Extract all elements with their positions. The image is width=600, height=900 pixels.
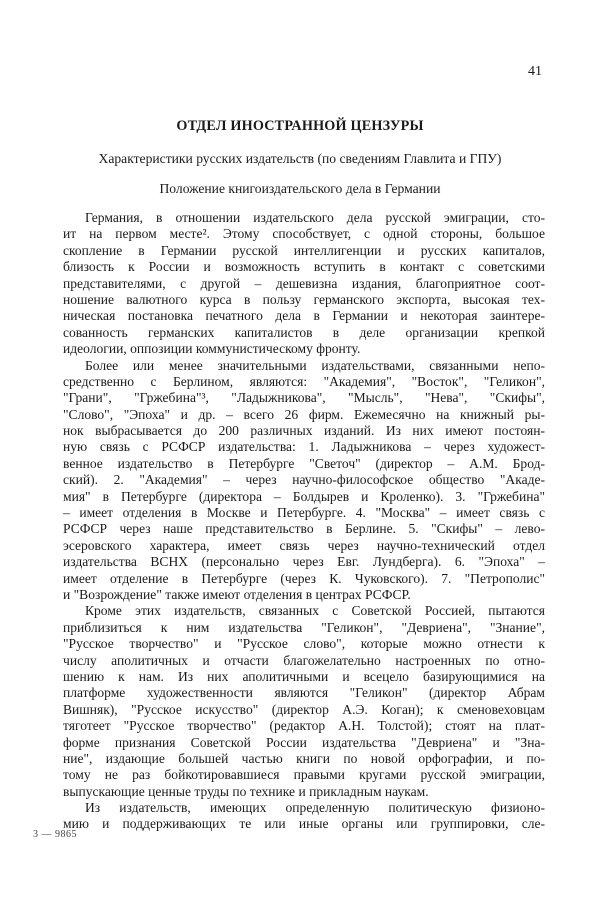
- text-line: сованность германских капиталистов в деле организации крепкой: [63, 324, 545, 340]
- text-line: "Грани", "Гржебина"³, "Ладыжникова", "Мысль", "Нева", "Скифы",: [63, 390, 545, 406]
- text-line: числу аполитичных и отчасти благожелательно настроенных по отно-: [63, 652, 545, 668]
- text-line: скопление в Германии русской интеллигенции и русских капиталов,: [63, 242, 545, 258]
- text-line: близость к России и возможность вступить в контакт с советскими: [63, 259, 545, 275]
- text-line: мия" в Петербурге (директора – Болдырев и Кроленко). 3. "Гржебина": [63, 488, 545, 504]
- text-line: ит на первом месте². Этому способствует, с одной стороны, большое: [63, 226, 545, 242]
- text-line: Более или менее значительными издательствами, связанными непо-: [85, 357, 545, 373]
- text-line: платформе художественности являются "Геликон" (директор Абрам: [63, 685, 545, 701]
- text-line: и "Возрождение" также имеют отделения в центрах РСФСР.: [63, 586, 411, 602]
- text-line: идеологии, оппозиции коммунистическому фронту.: [63, 341, 361, 357]
- text-line: ную связь с РСФСР издательства: 1. Ладыжникова – через художест-: [63, 439, 545, 455]
- text-line: Кроме этих издательств, связанных с Советской Россией, пытаются: [85, 603, 545, 619]
- text-line: Из издательств, имеющих определенную политическую физионо-: [85, 800, 545, 816]
- text-line: – имеет отделения в Москве и Петербурге. 4. "Москва" – имеет связь с: [63, 505, 545, 521]
- text-line: "Русское творчество" и "Русское слово", которые можно отнести к: [63, 636, 545, 652]
- text-line: "Слово", "Эпоха" и др. – всего 26 фирм. Ежемесячно на книжный ры-: [63, 406, 545, 422]
- text-line: РСФСР через наше представительство в Берлине. 5. "Скифы" – лево-: [63, 521, 545, 537]
- page-number: 41: [528, 64, 542, 79]
- text-line: имеет отделение в Петербурге (через К. Чуковского). 7. "Петрополис": [63, 570, 545, 586]
- text-line: средственно с Берлином, являются: "Академия", "Восток", "Геликон",: [63, 373, 545, 389]
- text-line: ношение валютного курса в пользу германского экспорта, высокая тех-: [63, 291, 545, 307]
- text-line: Германия, в отношении издательского дела русской эмиграции, сто-: [85, 210, 545, 225]
- text-line: шению к нам. Из них аполитичными и всецело базирующимися на: [63, 668, 545, 684]
- text-line: ническая постановка печатного дела в Германии и некоторая заинтере-: [63, 308, 545, 324]
- print-signature: 3 — 9865: [33, 829, 77, 840]
- text-line: издательства ВСНХ (персонально через Евг. Лундберга). 6. "Эпоха" –: [63, 554, 545, 570]
- document-subtitle: Характеристики русских издательств (по сведениям Главлита и ГПУ): [98, 151, 502, 166]
- text-line: Вишняк), "Русское искусство" (директор А.Э. Коган); к сменовеховцам: [63, 701, 545, 717]
- section-title: Положение книгоиздательского дела в Германии: [159, 181, 441, 196]
- text-line: эсеровского характера, имеет связь через научно-технический отдел: [63, 537, 545, 553]
- text-line: венное издательство в Петербурге "Светоч" (директор – А.М. Брод-: [63, 455, 545, 471]
- text-line: форме признания Советской России издательства "Девриена" и "Зна-: [63, 734, 545, 750]
- text-line: ние", издающие большей частью книги по новой орфографии, и по-: [63, 750, 545, 766]
- text-line: выпускающие ценные труды по технике и прикладным наукам.: [63, 783, 429, 799]
- text-line: приблизиться к ним издательства "Геликон", "Девриена", "Знание",: [63, 619, 545, 635]
- body-text: [63, 210, 545, 833]
- text-line: ский). 2. "Академия" – через научно-философское общество "Акаде-: [63, 472, 545, 488]
- text-line: тому не раз бойкотировавшиеся правыми кругами русской эмиграции,: [63, 767, 545, 783]
- chapter-heading: ОТДЕЛ ИНОСТРАННОЙ ЦЕНЗУРЫ: [176, 118, 424, 134]
- text-line: нок выбрасывается до 200 различных изданий. Из них имеют постоян-: [63, 423, 545, 439]
- text-line: представителями, с другой – дешевизна издания, благоприятное соот-: [63, 275, 545, 291]
- text-line: мию и поддерживающих те или иные органы или группировки, сле-: [63, 816, 545, 832]
- text-line: тяготеет "Русское творчество" (редактор А.Н. Толстой); стоят на плат-: [63, 718, 545, 734]
